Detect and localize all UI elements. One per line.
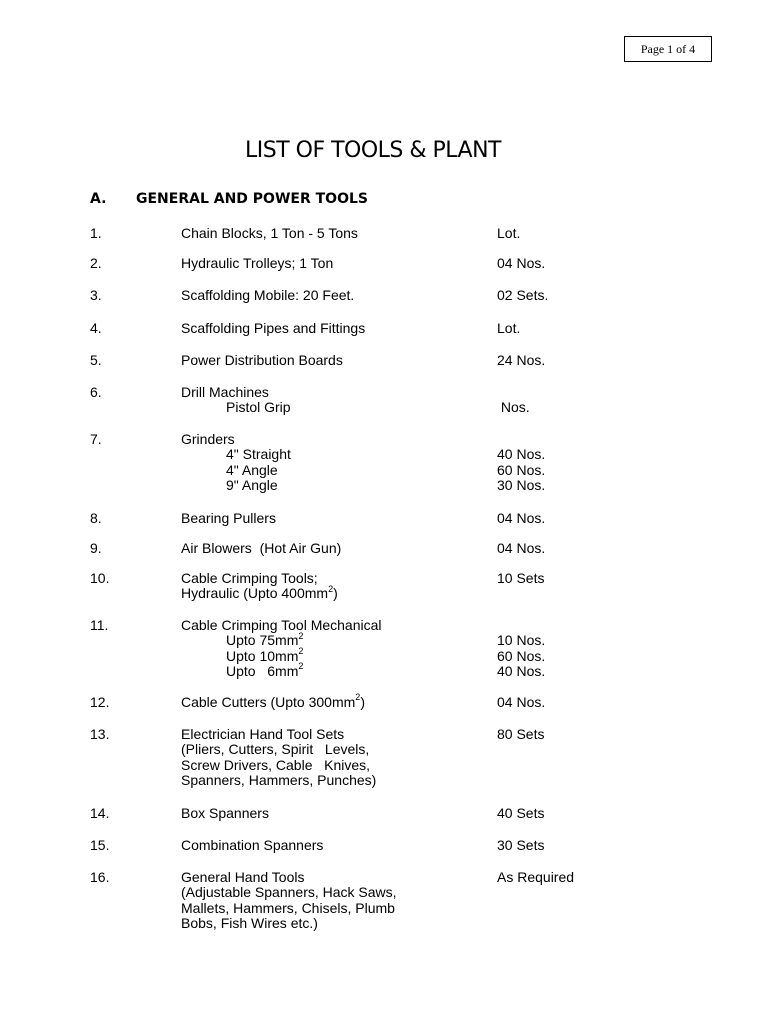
item-quantity <box>497 727 544 742</box>
item-number: 6. <box>90 384 102 400</box>
item-desc-line: Electrician Hand Tool Sets <box>181 726 345 742</box>
item-desc-line: Scaffolding Mobile: 20 Feet. <box>181 287 355 303</box>
item-quantity <box>497 618 545 679</box>
item-qty-line: 24 Nos. <box>497 352 546 368</box>
item-description <box>181 806 269 821</box>
item-number: 12. <box>90 694 110 710</box>
section-letter: A. <box>90 191 107 207</box>
item-number: 13. <box>90 726 110 742</box>
item-description <box>181 541 341 556</box>
item-desc-line: Mallets, Hammers, Chisels, Plumb <box>181 899 395 916</box>
item-description <box>181 511 276 526</box>
page-title: LIST OF TOOLS & PLANT <box>244 138 501 163</box>
item-qty-line: As Required <box>497 869 575 885</box>
item-number: 14. <box>90 805 110 821</box>
item-qty-line <box>497 385 530 400</box>
superscript: 2 <box>298 661 304 672</box>
item-number: 16. <box>90 869 110 885</box>
item-desc-line: (Adjustable Spanners, Hack Saws, <box>181 884 397 901</box>
item-qty-line: Lot. <box>497 320 521 336</box>
item-desc-line: 9" Angle <box>226 476 278 493</box>
item-number: 15. <box>90 837 110 853</box>
item-desc-line: Cable Crimping Tools; <box>181 570 318 586</box>
item-desc-text: ) <box>333 585 338 602</box>
item-quantity <box>497 571 544 586</box>
item-quantity <box>497 838 544 853</box>
item-desc-line: Bobs, Fish Wires etc.) <box>181 914 318 931</box>
item-number: 5. <box>90 352 102 368</box>
item-desc-line: Screw Drivers, Cable Knives, <box>181 756 371 773</box>
item-number: 9. <box>90 540 102 556</box>
page-number: Page 1 of 4 <box>640 41 696 56</box>
item-description <box>181 256 333 271</box>
item-description <box>181 288 354 303</box>
item-desc-line: Drill Machines <box>181 384 269 400</box>
item-number: 11. <box>90 617 109 633</box>
item-description <box>181 226 358 241</box>
item-desc-line <box>181 645 382 664</box>
item-quantity <box>497 288 548 303</box>
item-desc-line: Power Distribution Boards <box>181 352 343 368</box>
item-number: 4. <box>90 320 102 336</box>
item-description <box>181 870 397 931</box>
item-quantity <box>497 870 574 885</box>
item-description <box>181 321 365 336</box>
item-quantity <box>497 353 545 368</box>
item-qty-line: 10 Sets <box>497 570 545 586</box>
item-desc-line: Air Blowers (Hot Air Gun) <box>181 540 342 556</box>
item-desc-line: 4" Angle <box>226 461 278 478</box>
item-quantity <box>497 256 545 271</box>
item-description <box>181 353 343 368</box>
item-quantity <box>497 541 545 556</box>
item-qty-line: 30 Sets <box>497 837 545 853</box>
item-qty-line: 04 Nos. <box>497 694 546 710</box>
item-quantity <box>497 321 520 336</box>
item-desc-line: Hydraulic Trolleys; 1 Ton <box>181 255 334 271</box>
item-qty-line: 02 Sets. <box>497 287 549 303</box>
page-number-box <box>624 36 712 62</box>
item-desc-line: Bearing Pullers <box>181 510 276 526</box>
item-quantity <box>497 695 545 710</box>
item-number: 8. <box>90 510 102 526</box>
item-qty-line: Lot. <box>497 225 521 241</box>
superscript: 2 <box>328 583 334 594</box>
item-desc-line: Box Spanners <box>181 805 269 821</box>
item-qty-line: 40 Nos. <box>497 446 546 463</box>
item-number: 10. <box>90 570 110 586</box>
item-qty-line: Nos. <box>497 399 530 416</box>
item-quantity <box>497 432 545 493</box>
item-desc-line: (Pliers, Cutters, Spirit Levels, <box>181 741 370 758</box>
item-number: 2. <box>90 255 102 271</box>
item-quantity <box>497 806 544 821</box>
item-desc-line: General Hand Tools <box>181 869 305 885</box>
item-description <box>181 838 323 853</box>
item-qty-line: 60 Nos. <box>497 647 546 664</box>
item-qty-line: 80 Sets <box>497 726 545 742</box>
superscript: 2 <box>355 692 361 703</box>
item-desc-line <box>181 661 382 679</box>
item-quantity <box>497 511 545 526</box>
item-description <box>181 692 365 710</box>
item-desc-line: Pistol Grip <box>226 399 291 416</box>
item-desc-line: Cable Crimping Tool Mechanical <box>181 617 382 633</box>
item-desc-text: Cable Cutters (Upto 300mm <box>181 694 356 710</box>
item-qty-line: 40 Nos. <box>497 662 546 679</box>
item-description <box>181 385 291 416</box>
item-desc-line: Combination Spanners <box>181 837 324 853</box>
item-desc-line <box>181 630 382 649</box>
item-description <box>181 727 376 788</box>
item-qty-line: 10 Nos. <box>497 632 546 649</box>
item-qty-line: 60 Nos. <box>497 461 546 478</box>
section-title: GENERAL AND POWER TOOLS <box>136 191 368 207</box>
item-number: 3. <box>90 287 102 303</box>
item-quantity <box>497 226 520 241</box>
item-desc-text: Hydraulic (Upto 400mm <box>181 585 329 602</box>
item-qty-line <box>497 432 545 447</box>
item-desc-line: Chain Blocks, 1 Ton - 5 Tons <box>181 225 358 241</box>
item-desc-line: 4" Straight <box>226 446 291 463</box>
item-desc-line: Grinders <box>181 431 235 447</box>
item-qty-line: 30 Nos. <box>497 476 546 493</box>
item-quantity <box>497 385 530 416</box>
item-desc-line: Spanners, Hammers, Punches) <box>181 771 377 788</box>
item-desc-line <box>181 583 338 602</box>
item-number: 1. <box>90 225 102 241</box>
superscript: 2 <box>298 630 304 641</box>
item-description <box>181 432 291 493</box>
item-desc-line: Scaffolding Pipes and Fittings <box>181 320 366 336</box>
item-desc-text: Upto 75mm <box>226 632 299 649</box>
item-qty-line: 40 Sets <box>497 805 545 821</box>
item-qty-line: 04 Nos. <box>497 540 546 556</box>
item-desc-line <box>181 692 365 710</box>
item-qty-line: 04 Nos. <box>497 255 546 271</box>
item-desc-text: Upto 6mm <box>226 662 299 679</box>
item-description <box>181 571 338 602</box>
item-description <box>181 618 382 679</box>
item-qty-line: 04 Nos. <box>497 510 546 526</box>
item-desc-text: Upto 10mm <box>226 647 299 664</box>
item-qty-line <box>497 618 545 633</box>
superscript: 2 <box>298 645 304 656</box>
item-number: 7. <box>90 431 102 447</box>
item-desc-text: ) <box>360 694 365 710</box>
